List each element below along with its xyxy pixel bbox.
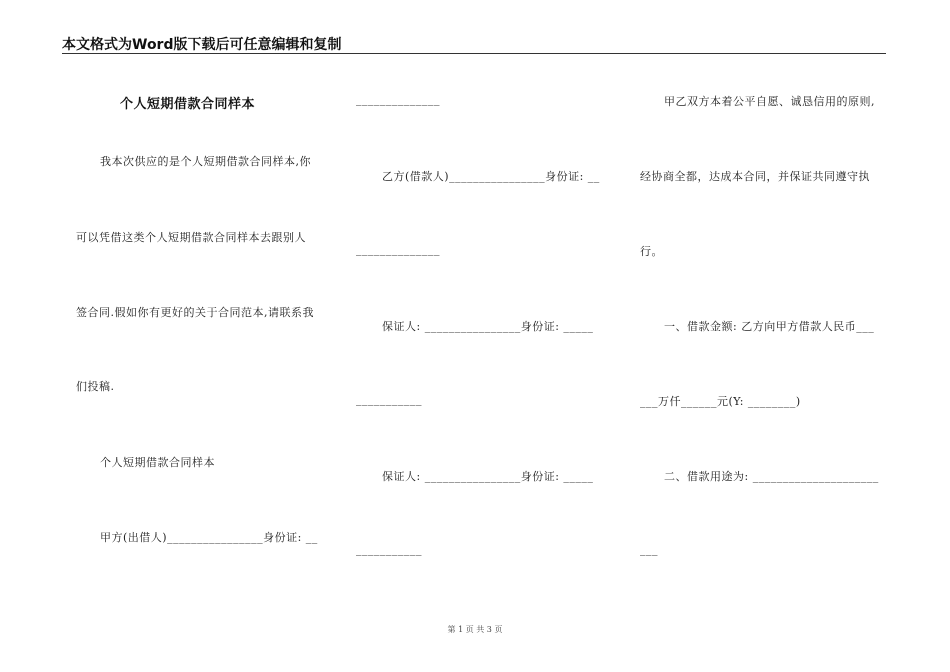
blank-line: ______________	[356, 243, 440, 256]
guarantor-field-line: 保证人: ________________身份证: _____	[382, 320, 594, 333]
paragraph-line: 经协商全都，达成本合同，并保证共同遵守执	[640, 170, 870, 183]
blank-line: ______________	[356, 93, 440, 106]
guarantor-field-line: 保证人: ________________身份证: _____	[382, 470, 594, 483]
section-heading: 个人短期借款合同样本	[100, 456, 215, 469]
loan-amount-line: ___万仟______元(Y: ________)	[640, 395, 801, 408]
document-header-title: 本文格式为Word版下载后可任意编辑和复制	[62, 37, 342, 53]
contract-title: 个人短期借款合同样本	[120, 97, 256, 112]
paragraph-line: 们投稿.	[76, 380, 115, 393]
borrower-field-line: 乙方(借款人)________________身份证: __	[382, 170, 600, 183]
blank-line: ___	[640, 543, 658, 556]
paragraph-line: 甲乙双方本着公平自愿、诚恳信用的原则,	[664, 95, 875, 108]
loan-purpose-line: 二、借款用途为: _____________________	[664, 470, 879, 483]
paragraph-line: 签合同.假如你有更好的关于合同范本,请联系我	[76, 306, 314, 319]
blank-line: ___________	[356, 543, 422, 556]
paragraph-line: 可以凭借这类个人短期借款合同样本去跟别人	[76, 231, 306, 244]
blank-line: ___________	[356, 393, 422, 406]
page-number: 第 1 页 共 3 页	[447, 625, 503, 634]
header-divider	[62, 53, 886, 54]
lender-field-line: 甲方(出借人)________________身份证: __	[100, 531, 318, 544]
paragraph-line: 我本次供应的是个人短期借款合同样本,你	[100, 155, 311, 168]
loan-amount-line: 一、借款金额: 乙方向甲方借款人民币___	[664, 320, 875, 333]
paragraph-line: 行。	[640, 245, 663, 258]
